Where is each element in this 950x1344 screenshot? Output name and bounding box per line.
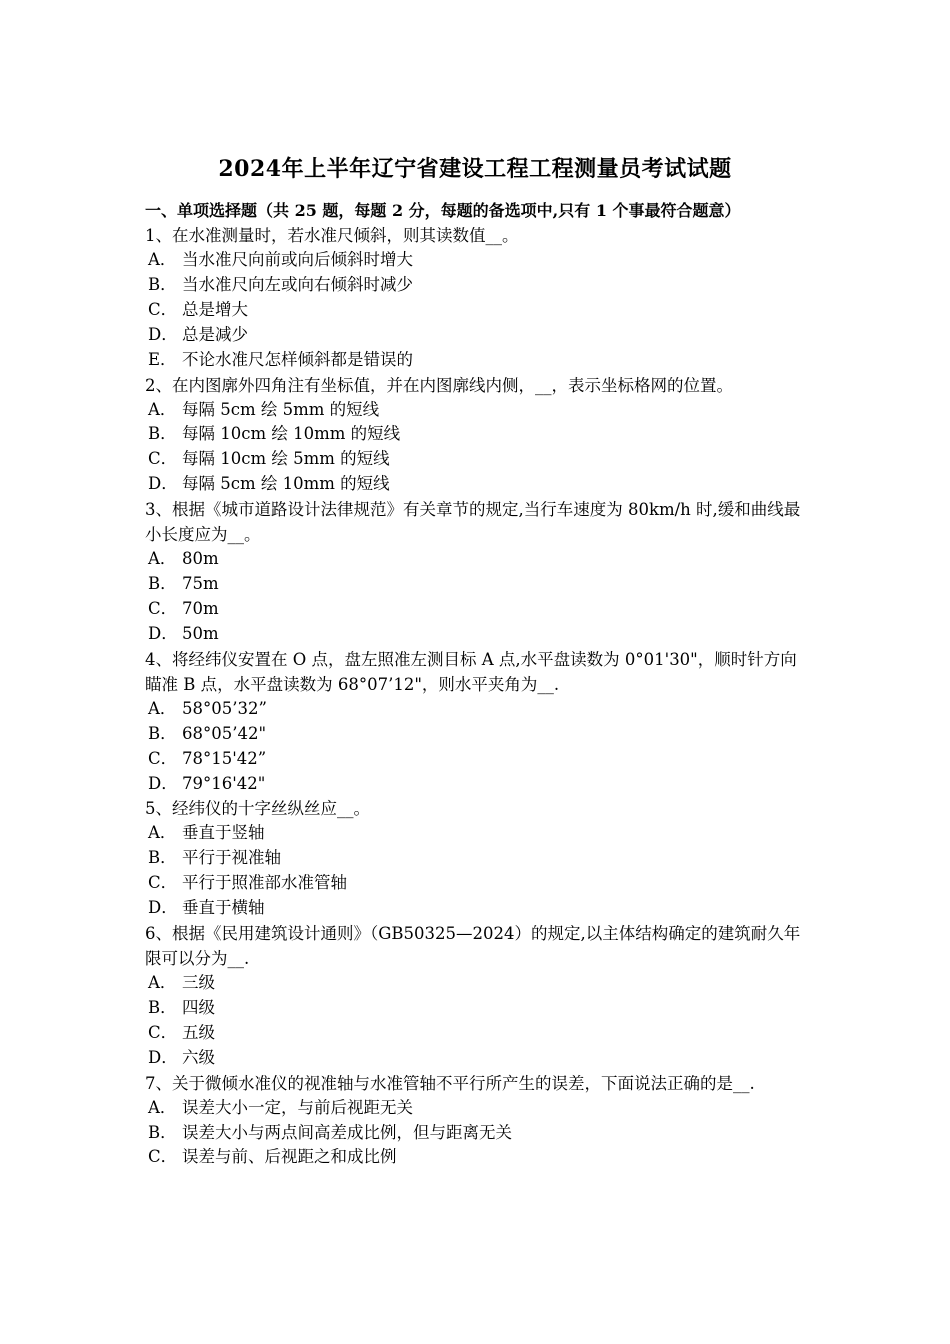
option-letter: A． [148, 698, 177, 718]
option-letter: D． [148, 898, 178, 918]
answer-option [145, 996, 813, 1021]
answer-option [145, 846, 813, 871]
question-stem: 6、根据《民用建筑设计通则》（GB50325—2024）的规定,以主体结构确定的建筑耐久年限可以分为__. [145, 924, 801, 969]
answer-option [145, 422, 813, 447]
question-block [145, 497, 813, 647]
option-letter: E． [148, 349, 177, 369]
option-letter: B． [148, 997, 177, 1017]
option-letter: D． [148, 474, 178, 494]
answer-option [145, 871, 813, 896]
option-text: 三级 [182, 973, 215, 993]
option-letter: B． [148, 274, 177, 294]
option-text: 80m [182, 549, 219, 569]
option-text: 不论水准尺怎样倾斜都是错误的 [182, 349, 413, 369]
question-block [145, 647, 813, 797]
answer-option [145, 398, 813, 423]
option-text: 平行于照准部水准管轴 [182, 873, 347, 893]
option-text: 每隔 10cm 绘 5mm 的短线 [182, 449, 390, 469]
option-letter: B． [148, 574, 177, 594]
page-title: 2024年上半年辽宁省建设工程工程测量员考试试题 [218, 156, 732, 182]
option-text: 79°16'42" [182, 773, 266, 793]
answer-option [145, 821, 813, 846]
option-text: 70m [182, 598, 219, 618]
option-letter: C． [148, 1022, 178, 1042]
document-body [145, 199, 813, 1170]
answer-option [145, 447, 813, 472]
option-letter: C． [148, 598, 178, 618]
option-text: 总是减少 [182, 324, 248, 344]
option-text: 垂直于竖轴 [182, 823, 265, 843]
answer-option [145, 572, 813, 597]
option-letter: C． [148, 748, 178, 768]
answer-option [145, 248, 813, 273]
question-stem: 4、将经纬仪安置在 O 点，盘左照准左测目标 A 点,水平盘读数为 0°01'30"，顺时针方向瞄准 B 点，水平盘读数为 68°07’12"，则水平夹角为__. [145, 649, 797, 694]
option-text: 75m [182, 574, 219, 594]
answer-option [145, 1121, 813, 1146]
answer-option [145, 697, 813, 722]
answer-option [145, 772, 813, 797]
answer-option [145, 348, 813, 373]
option-text: 50m [182, 623, 219, 643]
answer-option [145, 722, 813, 747]
answer-option [145, 597, 813, 622]
answer-option [145, 298, 813, 323]
question-stem: 7、关于微倾水准仪的视准轴与水准管轴不平行所产生的误差，下面说法正确的是__. [145, 1073, 755, 1093]
option-text: 78°15'42” [182, 748, 267, 768]
section-header: 一、单项选择题（共 25 题，每题 2 分，每题的备选项中,只有 1 个事最符合题意） [145, 201, 741, 220]
answer-option [145, 472, 813, 497]
option-letter: A． [148, 1097, 177, 1117]
option-letter: C． [148, 299, 178, 319]
option-text: 垂直于横轴 [182, 898, 265, 918]
option-letter: C． [148, 873, 178, 893]
option-text: 误差与前、后视距之和成比例 [182, 1147, 397, 1167]
question-block [145, 921, 813, 1071]
answer-option [145, 547, 813, 572]
option-letter: C． [148, 449, 178, 469]
question-stem: 5、经纬仪的十字丝纵丝应__。 [145, 799, 370, 819]
answer-option [145, 622, 813, 647]
option-letter: C． [148, 1147, 178, 1167]
option-text: 当水准尺向前或向后倾斜时增大 [182, 250, 413, 269]
option-text: 误差大小与两点间高差成比例，但与距离无关 [182, 1122, 512, 1142]
option-text: 68°05’42" [182, 723, 267, 743]
option-letter: A． [148, 823, 177, 843]
question-block [145, 223, 813, 373]
question-block [145, 1071, 813, 1171]
option-letter: B． [148, 723, 177, 743]
option-text: 误差大小一定，与前后视距无关 [182, 1097, 413, 1117]
option-letter: A． [148, 549, 177, 569]
option-letter: B． [148, 424, 177, 444]
option-letter: D． [148, 1047, 178, 1067]
option-text: 平行于视准轴 [182, 848, 281, 868]
option-letter: D． [148, 324, 178, 344]
option-letter: B． [148, 1122, 177, 1142]
answer-option [145, 971, 813, 996]
question-stem: 2、在内图廓外四角注有坐标值，并在内图廓线内侧，__，表示坐标格网的位置。 [145, 375, 733, 395]
option-text: 五级 [182, 1022, 215, 1042]
answer-option [145, 1096, 813, 1121]
option-letter: D． [148, 773, 178, 793]
answer-option [145, 896, 813, 921]
answer-option [145, 1145, 813, 1170]
question-list [145, 223, 813, 1170]
option-text: 每隔 10cm 绘 10mm 的短线 [182, 424, 401, 444]
answer-option [145, 273, 813, 298]
option-text: 当水准尺向左或向右倾斜时减少 [182, 274, 413, 294]
answer-option [145, 1046, 813, 1071]
answer-option [145, 323, 813, 348]
option-letter: A． [148, 973, 177, 993]
question-block [145, 796, 813, 921]
option-text: 总是增大 [182, 299, 248, 319]
option-text: 四级 [182, 997, 215, 1017]
option-text: 每隔 5cm 绘 5mm 的短线 [182, 399, 380, 419]
option-text: 每隔 5cm 绘 10mm 的短线 [182, 474, 390, 494]
option-letter: B． [148, 848, 177, 868]
answer-option [145, 747, 813, 772]
question-block [145, 373, 813, 498]
option-letter: A． [148, 399, 177, 419]
option-letter: D． [148, 623, 178, 643]
question-stem: 3、根据《城市道路设计法律规范》有关章节的规定,当行车速度为 80km/h 时,缓和曲线最小长度应为__。 [145, 500, 801, 545]
option-text: 六级 [182, 1047, 215, 1067]
option-text: 58°05’32” [182, 698, 267, 718]
answer-option [145, 1021, 813, 1046]
option-letter: A． [148, 250, 177, 269]
question-stem: 1、在水准测量时，若水准尺倾斜，则其读数值__。 [145, 226, 519, 245]
